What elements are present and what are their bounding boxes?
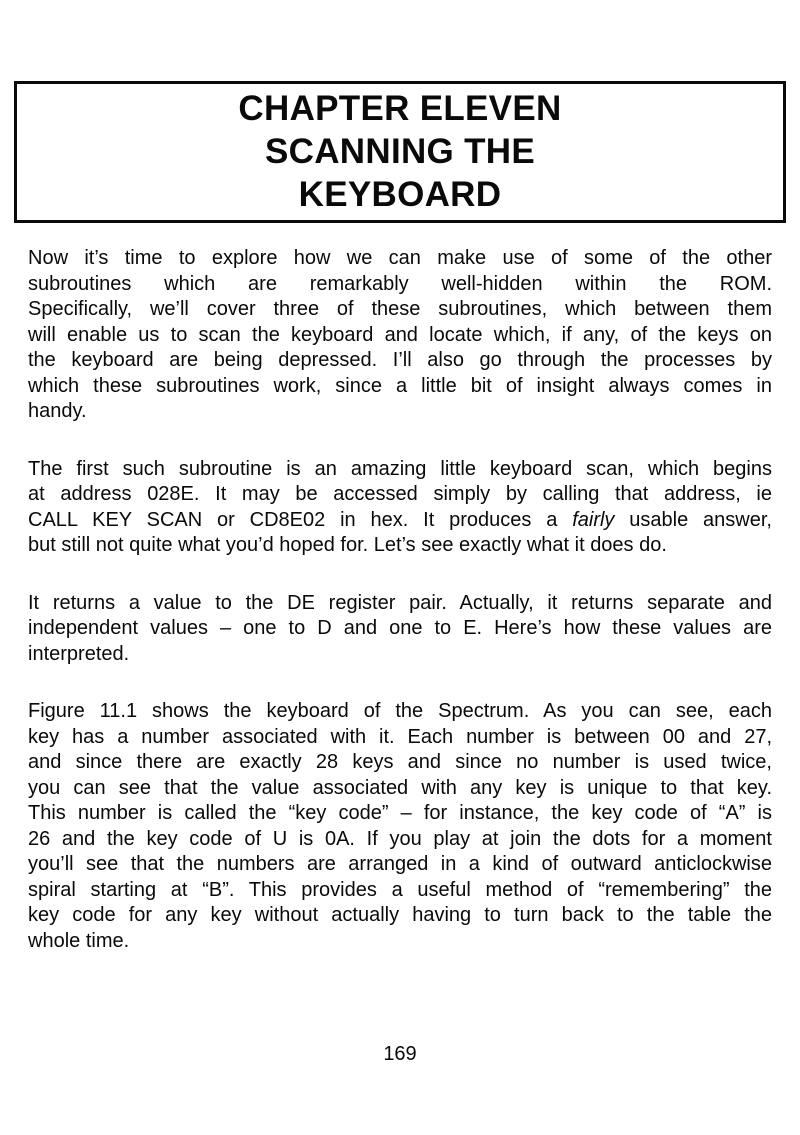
paragraph-1 <box>28 246 772 425</box>
chapter-title-box <box>14 81 786 223</box>
text-line: 26 and the key code of U is 0A. If you play at join the dots for a moment <box>28 827 772 850</box>
chapter-title-line: KEYBOARD <box>298 175 502 214</box>
text-line: It returns a value to the DE register pair. Actually, it returns separate and <box>28 591 772 614</box>
text-line: key code for any key without actually having to turn back to the table the <box>28 904 772 926</box>
paragraph-3 <box>28 591 772 668</box>
text-line: spiral starting at “B”. This provides a useful method of “remembering” the <box>28 878 772 901</box>
text-line: Figure 11.1 shows the keyboard of the Spectrum. As you can see, each <box>28 700 772 722</box>
text-line: subroutines which are remarkably well-hidden within the ROM. <box>28 272 772 295</box>
text-line: independent values – one to D and one to E. Here’s how these values are <box>28 617 772 639</box>
paragraph-2 <box>28 457 772 559</box>
text-line: key has a number associated with it. Each number is between 00 and 27, <box>28 725 772 748</box>
page-number: 169 <box>383 1043 417 1065</box>
text-line: but still not quite what you’d hoped for. Let’s see exactly what it does do. <box>28 534 667 556</box>
text-line: whole time. <box>28 929 130 952</box>
text-segment-italic: fairly <box>572 508 615 531</box>
text-segment: CALL KEY SCAN or CD8E02 in hex. It produces a <box>28 508 573 531</box>
text-segment: usable answer, <box>614 508 772 531</box>
text-line: This number is called the “key code” – for instance, the key code of “A” is <box>28 802 772 824</box>
text-line: you’ll see that the numbers are arranged in a kind of outward anticlockwise <box>28 853 772 875</box>
text-line: will enable us to scan the keyboard and locate which, if any, of the keys on <box>28 323 772 346</box>
text-line: handy. <box>28 400 87 422</box>
paragraph-4 <box>28 699 772 954</box>
text-line: at address 028E. It may be accessed simply by calling that address, ie <box>28 483 772 505</box>
text-line: the keyboard are being depressed. I’ll also go through the processes by <box>28 349 772 371</box>
text-line: and since there are exactly 28 keys and since no number is used twice, <box>28 751 772 773</box>
text-line: which these subroutines work, since a little bit of insight always comes in <box>28 374 772 397</box>
text-line: Specifically, we’ll cover three of these subroutines, which between them <box>28 298 772 320</box>
text-line: you can see that the value associated with any key is unique to that key. <box>28 776 772 799</box>
body-text <box>28 246 772 986</box>
text-line: The first such subroutine is an amazing little keyboard scan, which begins <box>28 457 772 480</box>
text-line: interpreted. <box>28 642 130 665</box>
text-line <box>28 508 772 534</box>
chapter-title-line: CHAPTER ELEVEN <box>238 89 562 128</box>
text-line: Now it’s time to explore how we can make use of some of the other <box>28 247 772 269</box>
chapter-title-line: SCANNING THE <box>265 132 535 171</box>
